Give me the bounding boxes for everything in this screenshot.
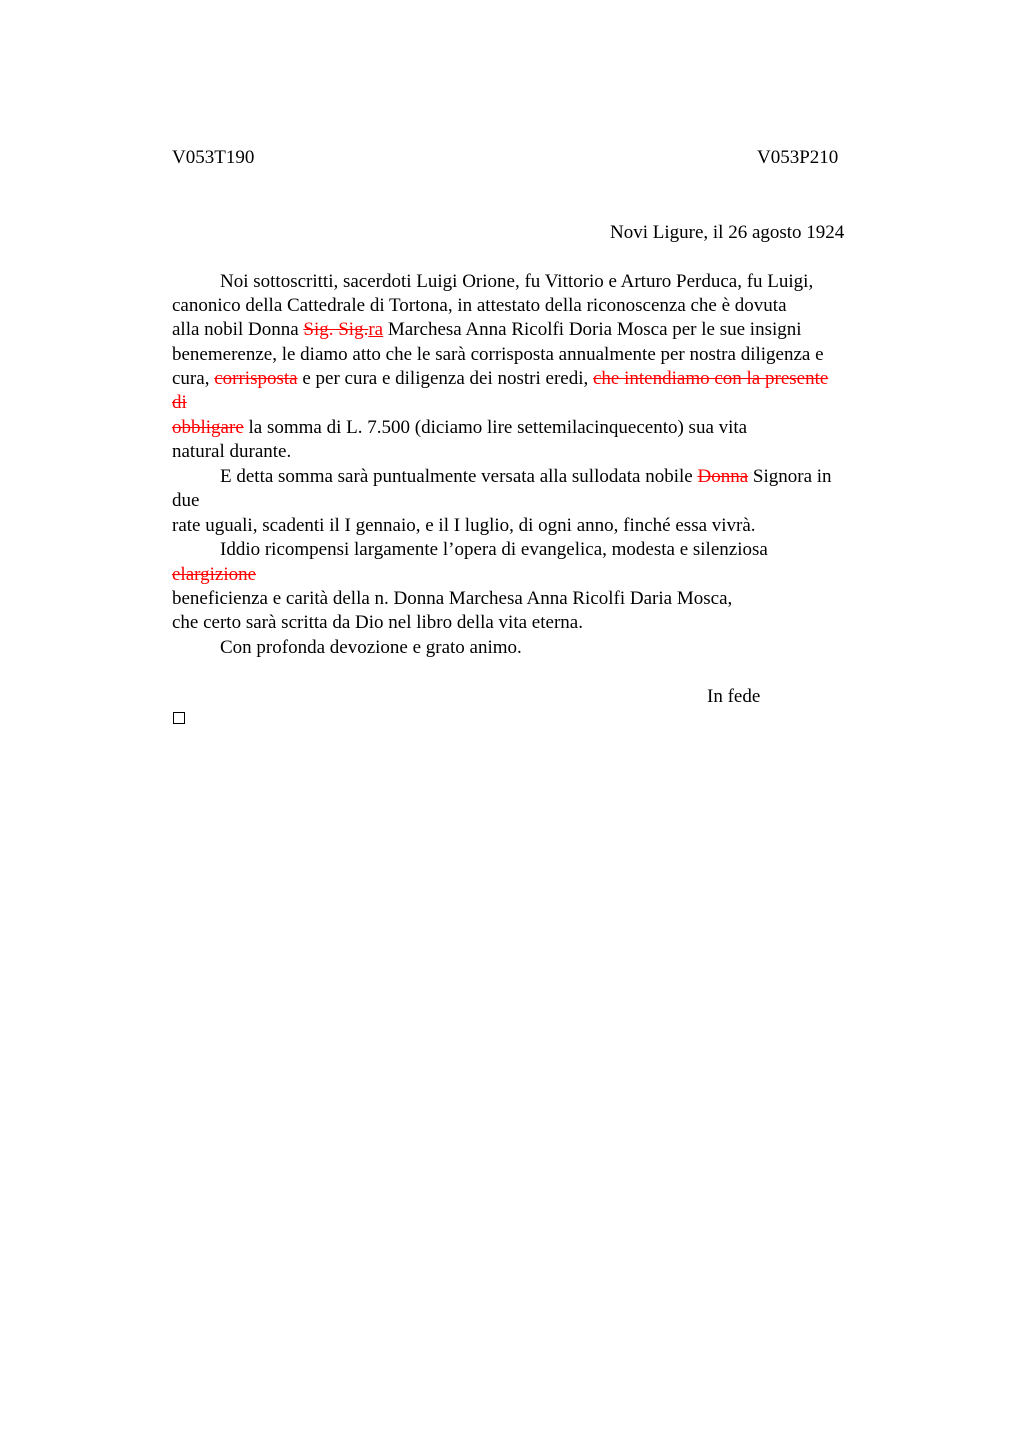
deleted-text: che intendiamo con la presente bbox=[593, 368, 829, 389]
body-line bbox=[220, 465, 832, 489]
body-line bbox=[172, 391, 187, 415]
deleted-text: elargizione bbox=[172, 564, 257, 585]
body-line: che certo sarà scritta da Dio nel libro della vita eterna. bbox=[172, 612, 583, 633]
body-line bbox=[172, 318, 802, 342]
body-line: benemerenze, le diamo atto che le sarà corrisposta annualmente per nostra diligenza e bbox=[172, 344, 824, 365]
archive-code-left: V053T190 bbox=[172, 147, 255, 168]
deleted-text: obbligare bbox=[172, 417, 244, 438]
body-line: natural durante. bbox=[172, 441, 292, 462]
deleted-text: Sig. Sig. bbox=[303, 319, 369, 340]
body-text: Marchesa Anna Ricolfi Doria Mosca per le sue insigni bbox=[383, 319, 802, 340]
body-line: Noi sottoscritti, sacerdoti Luigi Orione, fu Vittorio e Arturo Perduca, fu Luigi, bbox=[220, 271, 814, 292]
empty-box-icon bbox=[173, 712, 185, 724]
deleted-text: di bbox=[172, 392, 187, 413]
deleted-text: corrisposta bbox=[214, 368, 298, 389]
body-line: Iddio ricompensi largamente l’opera di evangelica, modesta e silenziosa bbox=[220, 539, 768, 560]
body-line bbox=[172, 416, 747, 440]
body-line bbox=[172, 563, 256, 587]
body-text: e per cura e diligenza dei nostri eredi, bbox=[297, 368, 593, 389]
body-line: beneficienza e carità della n. Donna Marchesa Anna Ricolfi Daria Mosca, bbox=[172, 588, 733, 609]
date-line: Novi Ligure, il 26 agosto 1924 bbox=[610, 222, 845, 243]
body-text: cura, bbox=[172, 368, 215, 389]
body-text: la somma di L. 7.500 (diciamo lire settemilacinquecento) sua vita bbox=[243, 417, 748, 438]
body-line: Con profonda devozione e grato animo. bbox=[220, 637, 522, 658]
inserted-text: ra bbox=[368, 319, 384, 340]
closing-signature: In fede bbox=[707, 686, 761, 707]
body-text: alla nobil Donna bbox=[172, 319, 304, 340]
body-text: Signora in bbox=[748, 466, 832, 487]
deleted-text: Donna bbox=[697, 466, 749, 487]
body-line: canonico della Cattedrale di Tortona, in attestato della riconoscenza che è dovuta bbox=[172, 295, 787, 316]
body-text: E detta somma sarà puntualmente versata alla sullodata nobile bbox=[220, 466, 698, 487]
body-line: due bbox=[172, 490, 200, 511]
body-line: rate uguali, scadenti il I gennaio, e il I luglio, di ogni anno, finché essa vivrà. bbox=[172, 515, 756, 536]
archive-code-right: V053P210 bbox=[757, 147, 839, 168]
body-line bbox=[172, 367, 828, 391]
